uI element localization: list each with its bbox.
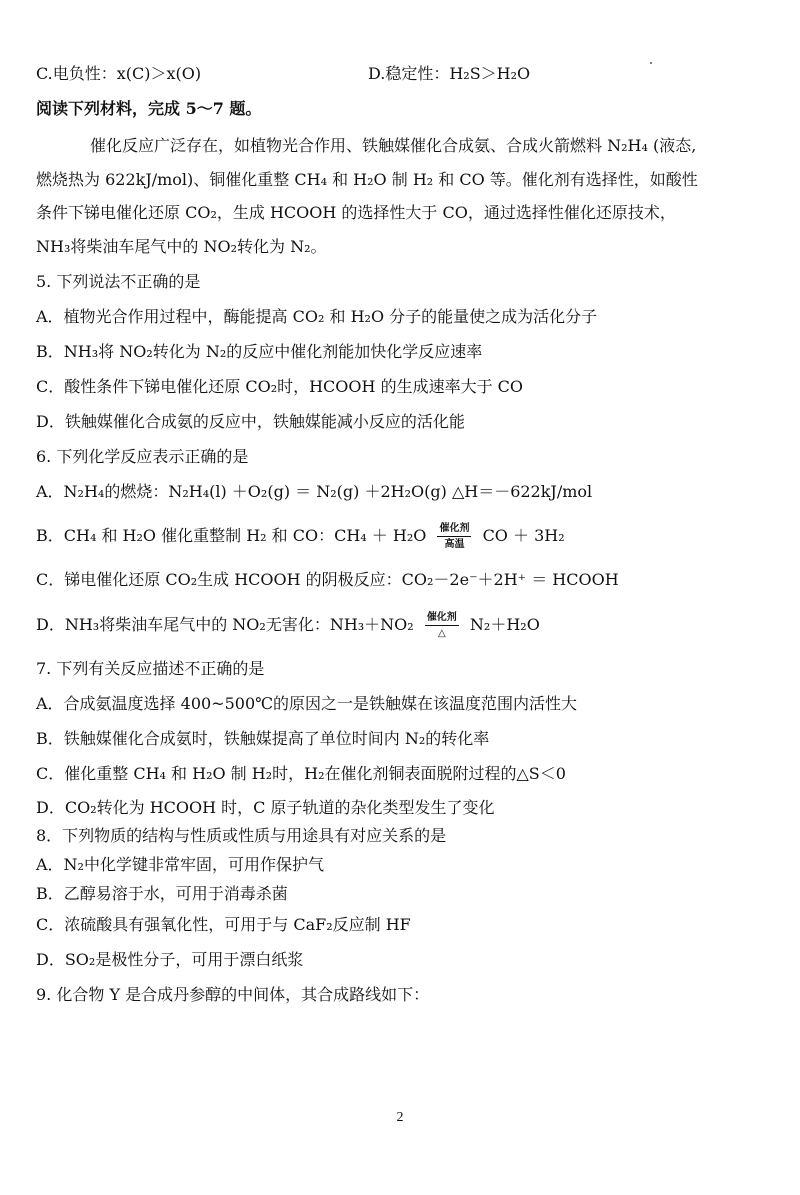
- q6-option-b: [36, 523, 565, 550]
- q6-option-c: C．锑电催化还原 CO₂生成 HCOOH 的阴极反应：CO₂－2e⁻＋2H⁺ ＝ HCOOH: [36, 570, 619, 589]
- q7-option-b: B．铁触媒催化合成氨时，铁触媒提高了单位时间内 N₂的转化率: [36, 729, 490, 748]
- reading-instruction: 阅读下列材料，完成 5～7 题。: [36, 99, 262, 118]
- q8-option-b: B．乙醇易溶于水，可用于消毒杀菌: [36, 884, 288, 903]
- question-6: 6. 下列化学反应表示正确的是: [36, 447, 249, 466]
- q6b-equation-right: CO ＋ 3H₂: [482, 526, 565, 545]
- q8-option-d: D．SO₂是极性分子，可用于漂白纸浆: [36, 950, 304, 969]
- reaction-condition-arrow: [437, 523, 471, 550]
- q6-option-a: A．N₂H₄的燃烧：N₂H₄(l) ＋O₂(g) ＝ N₂(g) ＋2H₂O(g) △H＝－622kJ/mol: [36, 482, 593, 501]
- q6d-equation-left: D．NH₃将柴油车尾气中的 NO₂无害化：NH₃＋NO₂: [36, 615, 414, 634]
- q5-option-d: D．铁触媒催化合成氨的反应中，铁触媒能减小反应的活化能: [36, 412, 465, 431]
- catalyst-label: 催化剂: [437, 523, 471, 537]
- q5-option-a: A．植物光合作用过程中，酶能提高 CO₂ 和 H₂O 分子的能量使之成为活化分子: [36, 307, 598, 326]
- question-7: 7. 下列有关反应描述不正确的是: [36, 659, 265, 678]
- page-number: 2: [396, 1110, 404, 1125]
- q7-option-c: C．催化重整 CH₄ 和 H₂O 制 H₂时，H₂在催化剂铜表面脱附过程的△S＜0: [36, 764, 566, 783]
- material-line-4: NH₃将柴油车尾气中的 NO₂转化为 N₂。: [36, 237, 327, 256]
- q4-option-c: C.电负性：x(C)＞x(O): [36, 64, 202, 83]
- catalyst-label: 催化剂: [425, 612, 459, 626]
- q4-option-d: D.稳定性：H₂S＞H₂O: [368, 64, 531, 83]
- q8-option-c: C．浓硫酸具有强氧化性，可用于与 CaF₂反应制 HF: [36, 915, 411, 934]
- material-line-3: 条件下锑电催化还原 CO₂，生成 HCOOH 的选择性大于 CO，通过选择性催化还原技术，: [36, 203, 676, 222]
- material-line-2: 燃烧热为 622kJ/mol)、铜催化重整 CH₄ 和 H₂O 制 H₂ 和 CO 等。催化剂有选择性，如酸性: [36, 170, 698, 189]
- q5-option-c: C．酸性条件下锑电催化还原 CO₂时，HCOOH 的生成速率大于 CO: [36, 377, 524, 396]
- q5-option-b: B．NH₃将 NO₂转化为 N₂的反应中催化剂能加快化学反应速率: [36, 342, 483, 361]
- q6b-equation-left: B．CH₄ 和 H₂O 催化重整制 H₂ 和 CO：CH₄ ＋ H₂O: [36, 526, 427, 545]
- reaction-condition-arrow: [425, 612, 459, 639]
- question-5: 5. 下列说法不正确的是: [36, 272, 201, 291]
- q7-option-a: A．合成氨温度选择 400~500℃的原因之一是铁触媒在该温度范围内活性大: [36, 694, 578, 713]
- heat-symbol: △: [437, 628, 446, 639]
- q7-option-d: D．CO₂转化为 HCOOH 时，C 原子轨道的杂化类型发生了变化: [36, 798, 495, 817]
- question-8: 8．下列物质的结构与性质或性质与用途具有对应关系的是: [36, 826, 447, 845]
- q6d-equation-right: N₂＋H₂O: [469, 615, 540, 634]
- question-9: 9. 化合物 Y 是合成丹参醇的中间体，其合成路线如下：: [36, 985, 430, 1004]
- condition-label: 高温: [444, 539, 465, 550]
- stray-dot: [650, 62, 652, 64]
- material-line-1: 催化反应广泛存在，如植物光合作用、铁触媒催化合成氨、合成火箭燃料 N₂H₄ (液态,: [90, 136, 697, 155]
- q6-option-d: [36, 612, 540, 639]
- q8-option-a: A．N₂中化学键非常牢固，可用作保护气: [36, 855, 324, 874]
